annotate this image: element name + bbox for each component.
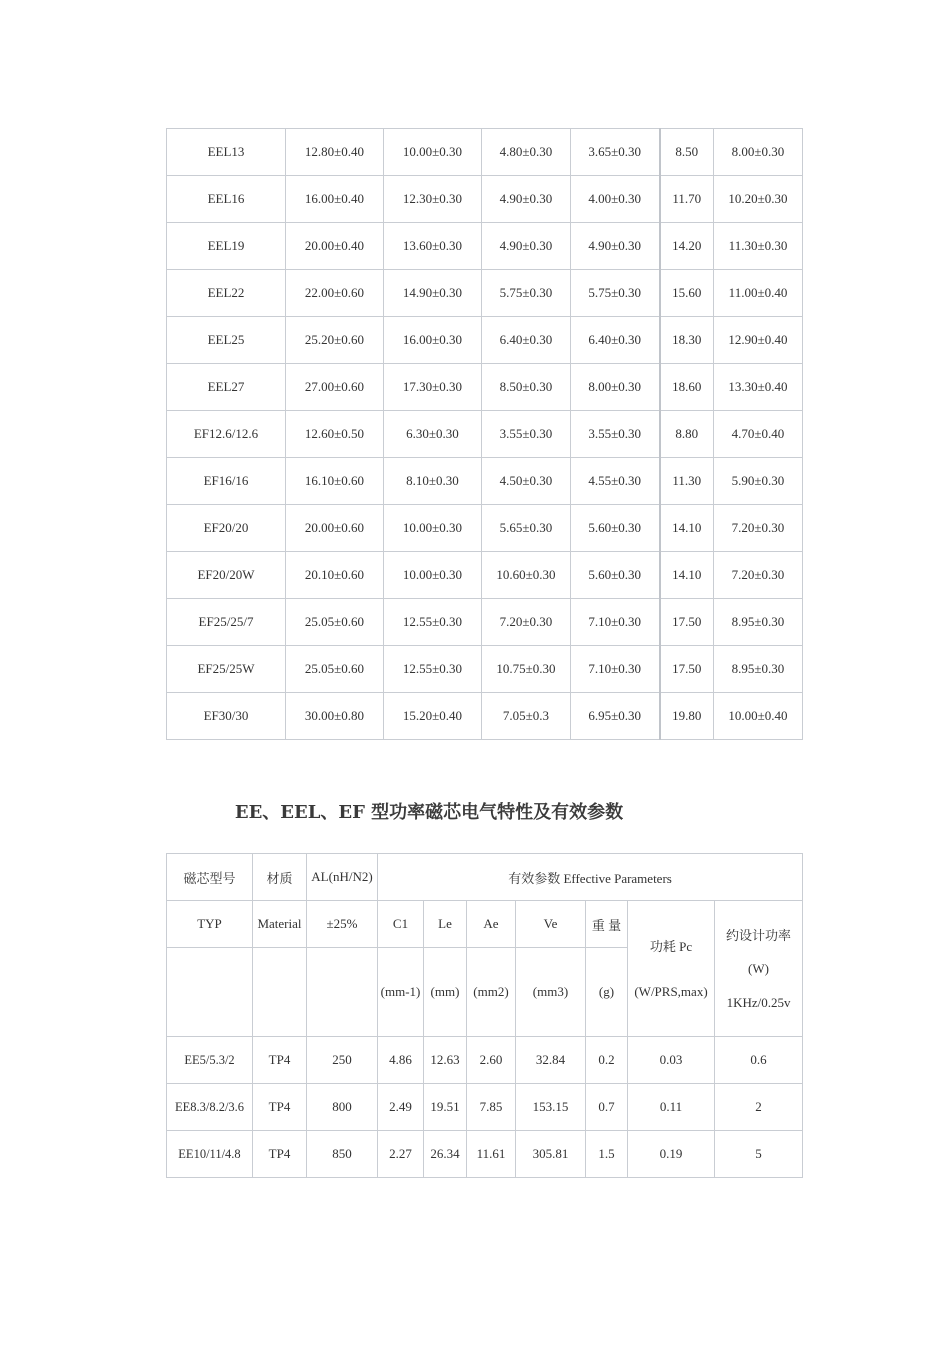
core-model-cell: EEL16: [167, 176, 286, 223]
dimension-cell: 4.80±0.30: [482, 129, 571, 176]
dimension-cell: 7.05±0.3: [482, 693, 571, 740]
dimension-cell: 4.55±0.30: [571, 458, 660, 505]
parameter-cell: 11.61: [467, 1131, 516, 1178]
dimension-cell: 4.70±0.40: [714, 411, 803, 458]
parameter-cell: 4.86: [378, 1037, 424, 1084]
parameter-cell: 5: [715, 1131, 803, 1178]
dimension-cell: 7.10±0.30: [571, 599, 660, 646]
dimension-cell: 6.40±0.30: [571, 317, 660, 364]
dimension-cell: 5.65±0.30: [482, 505, 571, 552]
dimension-cell: 4.50±0.30: [482, 458, 571, 505]
parameter-cell: TP4: [253, 1037, 307, 1084]
dimension-cell: 10.75±0.30: [482, 646, 571, 693]
parameter-cell: 1.5: [586, 1131, 628, 1178]
parameter-cell: 850: [307, 1131, 378, 1178]
table-row: [167, 1084, 803, 1131]
core-model-cell: EEL19: [167, 223, 286, 270]
header-blank-2: [253, 948, 307, 1037]
core-model-cell: EF30/30: [167, 693, 286, 740]
core-model-cell: EEL22: [167, 270, 286, 317]
header-typ: TYP: [167, 901, 253, 948]
header-c1-unit: (mm-1): [378, 948, 424, 1037]
parameter-cell: 250: [307, 1037, 378, 1084]
table-row: [167, 505, 803, 552]
header-ae: Ae: [467, 901, 516, 948]
dimension-cell: 18.30: [660, 317, 714, 364]
parameter-cell: TP4: [253, 1084, 307, 1131]
parameter-cell: 0.03: [628, 1037, 715, 1084]
core-model-cell: EF12.6/12.6: [167, 411, 286, 458]
header-le-unit: (mm): [424, 948, 467, 1037]
dimension-cell: 18.60: [660, 364, 714, 411]
core-dimensions-table: [166, 128, 803, 740]
parameter-cell: 2.27: [378, 1131, 424, 1178]
parameter-cell: 19.51: [424, 1084, 467, 1131]
dimension-cell: 6.95±0.30: [571, 693, 660, 740]
dimension-cell: 11.30: [660, 458, 714, 505]
dimension-cell: 20.00±0.40: [286, 223, 384, 270]
dimension-cell: 22.00±0.60: [286, 270, 384, 317]
parameter-cell: 0.19: [628, 1131, 715, 1178]
header-blank-1: [167, 948, 253, 1037]
core-model-cell: EEL13: [167, 129, 286, 176]
dimension-cell: 19.80: [660, 693, 714, 740]
parameter-cell: 2.49: [378, 1084, 424, 1131]
dimension-cell: 7.10±0.30: [571, 646, 660, 693]
dimension-cell: 5.75±0.30: [482, 270, 571, 317]
dimension-cell: 10.00±0.40: [714, 693, 803, 740]
dimension-cell: 3.65±0.30: [571, 129, 660, 176]
parameter-cell: 0.11: [628, 1084, 715, 1131]
dimension-cell: 20.00±0.60: [286, 505, 384, 552]
header-row-2: [167, 901, 803, 948]
dimension-cell: 25.05±0.60: [286, 646, 384, 693]
header-design-power: [715, 901, 803, 1037]
core-model-cell: EF20/20W: [167, 552, 286, 599]
header-row-1: [167, 854, 803, 901]
header-effective-parameters: 有效参数 Effective Parameters: [378, 854, 803, 901]
parameter-cell: 2: [715, 1084, 803, 1131]
parameter-cell: 26.34: [424, 1131, 467, 1178]
table-row: [167, 552, 803, 599]
dimension-cell: 5.90±0.30: [714, 458, 803, 505]
header-tolerance: ±25%: [307, 901, 378, 948]
design-power-unit: (W): [748, 960, 769, 976]
header-core-type: 磁芯型号: [167, 854, 253, 901]
parameter-cell: 12.63: [424, 1037, 467, 1084]
table-row: [167, 646, 803, 693]
parameter-cell: 7.85: [467, 1084, 516, 1131]
parameter-cell: 32.84: [516, 1037, 586, 1084]
dimension-cell: 16.10±0.60: [286, 458, 384, 505]
core-model-cell: EF25/25W: [167, 646, 286, 693]
dimension-cell: 4.00±0.30: [571, 176, 660, 223]
dimension-cell: 7.20±0.30: [714, 505, 803, 552]
parameter-cell: 2.60: [467, 1037, 516, 1084]
header-weight: 重 量: [586, 901, 628, 948]
dimension-cell: 8.00±0.30: [714, 129, 803, 176]
parameter-cell: 0.2: [586, 1037, 628, 1084]
dimension-cell: 12.90±0.40: [714, 317, 803, 364]
header-al: AL(nH/N2): [307, 854, 378, 901]
dimension-cell: 4.90±0.30: [571, 223, 660, 270]
power-loss-unit: (W/PRS,max): [634, 983, 708, 999]
dimension-cell: 8.50: [660, 129, 714, 176]
parameter-cell: 153.15: [516, 1084, 586, 1131]
dimension-cell: 16.00±0.30: [384, 317, 482, 364]
header-le: Le: [424, 901, 467, 948]
dimension-cell: 4.90±0.30: [482, 176, 571, 223]
table-row: [167, 599, 803, 646]
table-row: [167, 129, 803, 176]
dimension-cell: 14.90±0.30: [384, 270, 482, 317]
dimension-cell: 12.55±0.30: [384, 646, 482, 693]
dimension-cell: 8.10±0.30: [384, 458, 482, 505]
table-row: [167, 411, 803, 458]
dimension-cell: 8.80: [660, 411, 714, 458]
core-type-cell: EE10/11/4.8: [167, 1131, 253, 1178]
table-row: [167, 176, 803, 223]
header-blank-3: [307, 948, 378, 1037]
dimension-cell: 10.00±0.30: [384, 552, 482, 599]
core-model-cell: EEL27: [167, 364, 286, 411]
dimension-cell: 10.00±0.30: [384, 129, 482, 176]
parameter-cell: 0.6: [715, 1037, 803, 1084]
dimension-cell: 25.20±0.60: [286, 317, 384, 364]
dimension-cell: 13.30±0.40: [714, 364, 803, 411]
header-c1: C1: [378, 901, 424, 948]
core-model-cell: EEL25: [167, 317, 286, 364]
core-type-cell: EE5/5.3/2: [167, 1037, 253, 1084]
dimension-cell: 11.00±0.40: [714, 270, 803, 317]
dimension-cell: 7.20±0.30: [482, 599, 571, 646]
dimension-cell: 10.60±0.30: [482, 552, 571, 599]
dimension-cell: 8.95±0.30: [714, 646, 803, 693]
dimension-cell: 14.10: [660, 505, 714, 552]
design-power-condition: 1KHz/0.25v: [726, 994, 791, 1010]
dimension-cell: 15.20±0.40: [384, 693, 482, 740]
dimension-cell: 13.60±0.30: [384, 223, 482, 270]
parameter-cell: 305.81: [516, 1131, 586, 1178]
dimension-cell: 12.80±0.40: [286, 129, 384, 176]
header-ae-unit: (mm2): [467, 948, 516, 1037]
dimension-cell: 8.50±0.30: [482, 364, 571, 411]
dimension-cell: 12.55±0.30: [384, 599, 482, 646]
table-row: [167, 270, 803, 317]
dimension-cell: 4.90±0.30: [482, 223, 571, 270]
table-row: [167, 458, 803, 505]
design-power-label: 约设计功率: [726, 927, 792, 943]
dimension-cell: 7.20±0.30: [714, 552, 803, 599]
dimension-cell: 12.60±0.50: [286, 411, 384, 458]
dimension-cell: 17.50: [660, 599, 714, 646]
parameter-cell: TP4: [253, 1131, 307, 1178]
header-material: 材质: [253, 854, 307, 901]
dimension-cell: 8.95±0.30: [714, 599, 803, 646]
header-weight-unit: (g): [586, 948, 628, 1037]
table-row: [167, 693, 803, 740]
header-ve: Ve: [516, 901, 586, 948]
dimension-cell: 25.05±0.60: [286, 599, 384, 646]
dimension-cell: 11.30±0.30: [714, 223, 803, 270]
header-power-loss: [628, 901, 715, 1037]
dimension-cell: 5.75±0.30: [571, 270, 660, 317]
table-row: [167, 1037, 803, 1084]
dimension-cell: 3.55±0.30: [571, 411, 660, 458]
dimension-cell: 30.00±0.80: [286, 693, 384, 740]
dimension-cell: 14.20: [660, 223, 714, 270]
dimension-cell: 5.60±0.30: [571, 552, 660, 599]
dimension-cell: 6.30±0.30: [384, 411, 482, 458]
parameter-cell: 800: [307, 1084, 378, 1131]
dimension-cell: 14.10: [660, 552, 714, 599]
dimension-cell: 12.30±0.30: [384, 176, 482, 223]
core-parameters-table: [166, 853, 803, 1178]
power-loss-label: 功耗 Pc: [649, 938, 693, 954]
table-row: [167, 317, 803, 364]
core-type-cell: EE8.3/8.2/3.6: [167, 1084, 253, 1131]
dimension-cell: 17.30±0.30: [384, 364, 482, 411]
dimension-cell: 27.00±0.60: [286, 364, 384, 411]
dimension-cell: 15.60: [660, 270, 714, 317]
dimension-cell: 10.00±0.30: [384, 505, 482, 552]
parameter-cell: 0.7: [586, 1084, 628, 1131]
dimension-cell: 17.50: [660, 646, 714, 693]
header-material-en: Material: [253, 901, 307, 948]
core-model-cell: EF20/20: [167, 505, 286, 552]
dimension-cell: 8.00±0.30: [571, 364, 660, 411]
dimension-cell: 16.00±0.40: [286, 176, 384, 223]
dimension-cell: 10.20±0.30: [714, 176, 803, 223]
table-row: [167, 364, 803, 411]
dimension-cell: 11.70: [660, 176, 714, 223]
dimension-cell: 3.55±0.30: [482, 411, 571, 458]
dimension-cell: 20.10±0.60: [286, 552, 384, 599]
table-row: [167, 1131, 803, 1178]
section-title: EE、EEL、EF 型功率磁芯电气特性及有效参数: [234, 802, 624, 823]
dimension-cell: 6.40±0.30: [482, 317, 571, 364]
core-model-cell: EF16/16: [167, 458, 286, 505]
core-model-cell: EF25/25/7: [167, 599, 286, 646]
dimension-cell: 5.60±0.30: [571, 505, 660, 552]
table-row: [167, 223, 803, 270]
header-ve-unit: (mm3): [516, 948, 586, 1037]
